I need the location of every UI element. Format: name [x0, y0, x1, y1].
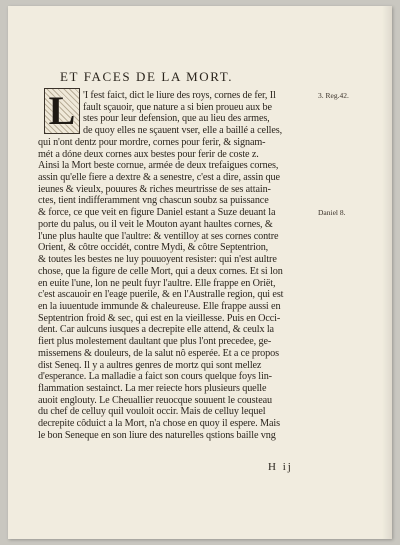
margin-note: Daniel 8. — [318, 208, 346, 218]
text-line: stes pour leur defension, que au lieu des armes, — [83, 113, 270, 125]
text-line: porte du palus, ou il veit le Mouton ayant haultes cornes, & — [38, 218, 273, 230]
text-line: le bon Seneque en son liure des naturelles qstions baille vng — [38, 429, 276, 441]
text-line: chose, que la figure de celle Mort, qui a deux cornes. Et si lon — [38, 265, 283, 277]
text-line: 'I fest faict, dict le liure des roys, cornes de fer, Il — [83, 90, 276, 101]
text-line: d'esperance. La malladie a faict son cours quelque foys lin- — [38, 371, 272, 383]
text-line: & toutes les bestes ne luy pouuoyent resister: qui n'est aultre — [38, 254, 277, 266]
text-line: Ainsi la Mort beste cornue, armée de deux trefaigues cornes, — [38, 160, 279, 172]
text-line: Septentrion froid & sec, qui est en la vieillesse. Puis en Occi- — [38, 312, 281, 324]
text-line: mét a dóne deux cornes aux bestes pour ferir de coste z. — [38, 148, 259, 160]
text-line: fiert plus molestement daultant que plus l'ont precedee, ge- — [38, 336, 272, 348]
text-line: ctes, tient indifferamment vng chascun soubz sa puissance — [38, 195, 269, 207]
text-line: en la iuuentude immunde & chaleureuse. Elle frappe aussi en — [38, 300, 281, 312]
initial-letter: L — [48, 88, 76, 133]
margin-note: 3. Reg.42. — [318, 91, 349, 100]
text-line: assin qu'elle fiere a dextre & a senestre, c'est a dire, assin que — [38, 172, 280, 184]
text-line: dist Seneq. Il y a aultres genres de mortz qui sont mellez — [38, 359, 262, 371]
text-line: qui n'ont dentz pour mordre, cornes pour ferir, & signam- — [38, 136, 266, 148]
text-line: du chef de celluy quil vouloit occir. Mais de celluy lequel — [38, 406, 266, 418]
text-line: l'une plus haulte que l'aultre: & ventilloy at ses cornes contre — [38, 230, 279, 242]
book-page — [8, 6, 392, 539]
text-line: flammation sestainct. La mer reiecte hors plusieurs quelle — [38, 382, 267, 394]
text-line: decrepite côduict a la Mort, n'a chose en quoy il espere. Mais — [38, 418, 280, 430]
page-edge-shadow — [382, 6, 392, 539]
text-line: en euite l'une, lon ne peult fuyr l'aultre. Elle frappe en Oriët, — [38, 277, 276, 289]
text-line: Orient, & côtre occidét, contre Mydi, & côtre Septentrion, — [38, 242, 269, 254]
signature-mark: H ij — [268, 461, 293, 473]
text-line: fault sçauoir, que nature a si bien proueu aux be — [83, 101, 272, 113]
body-text — [38, 90, 316, 442]
page-header: ET FACES DE LA MORT. — [60, 69, 234, 84]
text-line: missemens & douleurs, de la salut nô esperée. Et a ce propos — [38, 347, 279, 359]
text-line: dent. Car aulcuns iusques a decrepite elle attend, & ceulx la — [38, 324, 274, 336]
text-line: de quoy elles ne sçauent vser, elle a baillé a celles, — [83, 125, 283, 137]
text-line: & force, ce que veit en figure Daniel estant a Suze deuant la — [38, 207, 276, 219]
text-line: auoit englouty. Le Cheuallier reuocque souuent le cousteau — [38, 394, 272, 406]
text-line: c'est ascauoir en l'eage puerile, & en l'Australle region, qui est — [38, 289, 284, 301]
text-line: ieunes & vieulx, pouures & riches meurtrisse de ses attain- — [38, 183, 271, 195]
